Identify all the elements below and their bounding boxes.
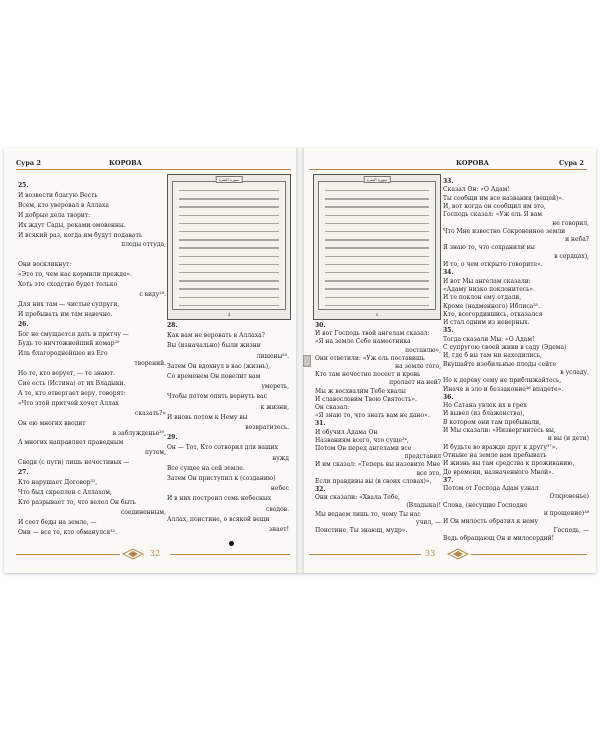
verse-number: 30. <box>315 322 326 329</box>
verse-line: И вывел (из блаженства), <box>443 410 525 418</box>
arabic-text-line <box>179 231 279 232</box>
verse-line: Потом Он перед ангелами все <box>315 445 412 452</box>
verse-line: Сводя (с пути) лишь нечестивых — <box>18 459 130 467</box>
verse-number: 36. <box>443 393 454 401</box>
verse-line: Они ответили: «Уж ель поставишь <box>315 354 425 362</box>
verse-line: знает! <box>268 526 289 533</box>
verse-line: И им сказал: «Теперь вы назовите Мне <box>315 461 441 469</box>
arabic-text-line <box>325 190 429 191</box>
verse-line: Бог не смущается дать в притчу — <box>18 330 129 338</box>
verse-number: 34. <box>443 269 454 277</box>
arabic-text-line <box>179 280 279 281</box>
left-header-rule <box>16 169 291 170</box>
arabic-text-line <box>325 206 429 207</box>
verse-line: в сердцах), <box>554 252 589 260</box>
arabic-text-line <box>325 280 429 281</box>
verse-line: А те, кто отвергает веру, говорят: <box>18 389 126 397</box>
verse-line: небес <box>270 485 289 493</box>
verse-line: Чтобы потом опять вернуть вас <box>167 393 267 401</box>
arabic-text-line <box>325 288 429 289</box>
footer-rule <box>471 554 587 555</box>
arabic-page-number: 5 <box>375 312 379 317</box>
verse-line: И Он милость обратил к нему <box>443 518 538 526</box>
left-text-column-2 <box>167 322 289 536</box>
verse-line: лишены³³. <box>256 352 289 360</box>
right-header-rule <box>309 169 587 170</box>
verse-line: «Это то, чем нас кормили прежде». <box>18 271 133 279</box>
right-page <box>301 148 596 573</box>
verse-line: Потом от Господа Адам узнал <box>443 485 539 493</box>
verse-line: пролает на ней? <box>389 379 441 387</box>
verse-line: Ты сообщи им все названия (вещей)». <box>443 194 564 202</box>
arabic-text-line <box>179 288 279 289</box>
ornament-icon <box>447 548 469 560</box>
verse-line: Господь, — <box>553 526 589 534</box>
arabic-page-number: 4 <box>227 312 231 317</box>
verse-number: 35. <box>443 327 454 335</box>
verse-line: соединенным, <box>120 508 166 516</box>
verse-line: на земле того, <box>395 363 441 370</box>
arabic-text-line <box>179 297 279 298</box>
footer-rule <box>309 554 421 555</box>
arabic-text-line <box>325 297 429 298</box>
verse-line: И сеет беды на земле, — <box>18 518 97 526</box>
verse-line: Но к дереву сему не приближайтесь, <box>443 377 562 385</box>
verse-line: И вот Мы ангелам сказали: <box>443 277 531 285</box>
right-footer <box>301 548 596 562</box>
verse-line: И будьте во вражде друг к другу³⁷». <box>443 443 558 451</box>
arabic-text-line <box>179 247 279 248</box>
verse-line: Кто там нечестие посеет и кровь <box>315 371 421 379</box>
verse-number: 32. <box>315 486 326 493</box>
footer-rule <box>16 554 120 555</box>
verse-line: с виду²⁸. <box>139 290 166 298</box>
verse-line: И пребывать им там навечно. <box>18 310 113 318</box>
verse-line: все это, <box>416 469 441 477</box>
arabic-text-line <box>325 198 429 199</box>
arabic-text-line <box>179 305 279 306</box>
arabic-text-line <box>325 272 429 273</box>
arabic-text-line <box>325 264 429 265</box>
right-page-title: КОРОВА <box>456 159 489 167</box>
verse-number: 26. <box>18 320 29 328</box>
verse-line: И вновь потом к Нему вы <box>167 413 248 421</box>
verse-line: (Владыка)! <box>406 502 441 510</box>
verse-line: Всем, кто уверовал в Аллаха <box>18 201 109 209</box>
verse-line: До времени, назначенного Мной». <box>443 468 554 476</box>
ornament-icon <box>122 548 144 560</box>
verse-line: И, вот когда он сообщил им это, <box>443 202 546 210</box>
bookmark-tab <box>303 355 311 367</box>
arabic-text-line <box>179 256 279 257</box>
verse-line: Господь сказал: «Уж ель Я вам <box>443 211 543 219</box>
footer-rule <box>170 554 290 555</box>
verse-line: нужд <box>272 454 289 462</box>
verse-line: Они сказали: «Хвала Тебе, <box>315 494 400 502</box>
bullet-dot <box>229 541 234 546</box>
verse-line: Он — Тот, Кто сотворил для ваших <box>167 444 278 452</box>
verse-number: 28. <box>167 322 178 329</box>
verse-line: Иначе и зло и беззаконие³⁶ впадете». <box>443 385 564 393</box>
verse-line: поставлю», <box>405 346 441 354</box>
verse-line: Поистине, Ты знающ, мудр». <box>315 527 408 534</box>
verse-line: Названиям всего, что суще³⁴, <box>315 436 409 444</box>
verse-line: возвратитесь. <box>245 424 289 431</box>
verse-line: Будь то ничтожнейший комар²⁹ <box>18 340 120 348</box>
verse-line: Их ждут Сады, реками омовенны. <box>18 221 126 229</box>
verse-line: И возвести благую Весть <box>18 191 98 199</box>
verse-line: В котором они там пребывали, <box>443 418 542 426</box>
arabic-text-line <box>325 223 429 224</box>
left-sura-label: Сура 2 <box>16 159 41 167</box>
verse-line: в заблужденье³⁰, <box>112 429 166 437</box>
verse-line: Все сущее на сей земле. <box>167 464 245 472</box>
verse-line: Но те, кто верует, — те знают. <box>18 370 115 378</box>
arabic-text-line <box>179 223 279 224</box>
verse-line: сказать?» <box>134 409 166 417</box>
right-text-column-1 <box>315 322 441 535</box>
arabic-text-line <box>179 264 279 265</box>
verse-line: Откровенье) <box>549 493 589 501</box>
verse-line: Он ею многих вводит <box>18 419 86 427</box>
verse-line: Отныне на земле вам пребывать <box>443 451 547 459</box>
verse-line: Мы ведаем лишь то, чему Ты нас <box>315 510 421 518</box>
verse-line: И жизнь вы там средства к проживанию, <box>443 460 575 468</box>
verse-line: «Что этой притчей хочет Аллах <box>18 399 119 407</box>
arabic-text-line <box>179 272 279 273</box>
verse-line: к жизни, <box>260 403 289 411</box>
arabic-text-line <box>179 198 279 199</box>
verse-line: И те поклон ему отдали, <box>443 294 522 302</box>
arabic-text-panel <box>318 181 436 310</box>
verse-line: Кто нарушает Договор³¹, <box>18 479 98 486</box>
verse-line: Со временем Он повелит вам <box>167 373 261 380</box>
verse-line: Тогда сказали Мы: «О Адам! <box>443 335 535 343</box>
verse-line: Он сказал: <box>315 404 350 411</box>
arabic-text-line <box>325 256 429 257</box>
verse-line: И всякий раз, когда им будут подавать <box>18 231 143 239</box>
arabic-text-line <box>179 215 279 216</box>
verse-line: не говорил, <box>552 219 589 227</box>
verse-line: Я знаю то, что сохранили вы <box>443 244 535 252</box>
arabic-surah-label: سورة البقرة <box>364 176 391 183</box>
left-footer <box>4 548 299 562</box>
verse-line: Слова, (несущие Господне <box>443 501 528 509</box>
arabic-text-panel <box>172 181 286 310</box>
verse-line: Кроме (надменного) Иблиса³⁵. <box>443 302 540 310</box>
verse-number: 25. <box>18 182 29 189</box>
arabic-text-line <box>325 247 429 248</box>
verse-line: Аллах, поистине, о всякой вещи <box>167 515 270 523</box>
right-page-number: 33 <box>425 549 436 558</box>
verse-line: «Адаму низко поклонитесь». <box>443 285 535 293</box>
open-book-spread <box>4 148 596 573</box>
arabic-text-line <box>325 231 429 232</box>
verse-line: плоды оттуда, <box>121 241 166 249</box>
verse-line: Если правдивы вы (в своих словах)». <box>315 477 432 485</box>
verse-line: И обучил Адама Он <box>315 428 378 436</box>
left-text-column-1 <box>18 182 166 538</box>
arabic-text-line <box>179 239 279 240</box>
verse-number: 27. <box>18 469 29 477</box>
verse-line: Иль благороднейшее из Его <box>18 350 108 358</box>
verse-line: И вот Господь твой ангелам сказал: <box>315 330 430 338</box>
left-page-title: КОРОВА <box>109 159 142 167</box>
verse-line: Что Мне известно Сокровенное земли <box>443 227 566 235</box>
verse-line: и прощение)³⁸ <box>543 510 589 517</box>
verse-line: Для них там — чистые супруги, <box>18 300 120 308</box>
verse-line: И в них построил семь небесных <box>167 495 272 503</box>
verse-line: Сие есть (Истина) от их Владыки. <box>18 380 126 387</box>
verse-line: И стал одним из неверных. <box>443 319 530 327</box>
right-arabic-frame <box>313 174 441 320</box>
verse-number: 33. <box>443 178 454 185</box>
verse-line: Что был скреплен с Аллахом, <box>18 488 112 496</box>
verse-line: Затем Он вдохнул в вас (жизнь), <box>167 362 271 370</box>
verse-line: Кто, всегордившись, отказался <box>443 310 543 318</box>
verse-line: И, где б вы там ни находились, <box>443 352 542 360</box>
verse-line: И то, о чем открыто говорите». <box>443 261 543 268</box>
verse-line: Вкушайте изобильные плоды сейте <box>443 360 557 368</box>
verse-line: Кто разрывает то, что велел Он быть <box>18 498 136 506</box>
left-page-number: 32 <box>150 549 161 558</box>
verse-line: и неба? <box>565 236 589 244</box>
verse-line: Вы (изначально) были жизни <box>167 342 261 350</box>
verse-line: Они воскликнут: <box>18 261 72 269</box>
verse-line: Они — все те, кто обманулся³². <box>18 528 117 536</box>
verse-line: и вы (и дети) <box>547 435 589 443</box>
verse-line: Затем Он приступил к (созданию) <box>167 475 276 482</box>
arabic-text-line <box>179 206 279 207</box>
verse-line: Мы ж восхвалим Тебе хвалы <box>315 387 406 395</box>
verse-line: Хоть это сходство будет только <box>18 281 118 288</box>
verse-line: представил <box>404 453 441 461</box>
verse-line: А многих направляет праведным <box>18 439 124 447</box>
left-page <box>4 148 299 573</box>
arabic-text-line <box>325 239 429 240</box>
verse-line: учил, — <box>415 518 441 526</box>
verse-line: Ведь обращающ Он и милосердий! <box>443 534 555 542</box>
verse-line: С супругою своей живи в саду (Эдема) <box>443 344 567 351</box>
verse-number: 37. <box>443 476 454 484</box>
right-sura-label: Сура 2 <box>559 159 584 167</box>
verse-line: «Я на земле Себе наместника <box>315 338 411 346</box>
verse-line: И славословим Твою Святость». <box>315 395 417 403</box>
arabic-text-line <box>325 305 429 306</box>
verse-line: в усладу, <box>560 368 589 376</box>
verse-line: путем, <box>145 449 166 457</box>
left-arabic-frame <box>167 174 291 320</box>
verse-line: творений. <box>134 360 166 368</box>
verse-line: И добрые дела творит: <box>18 211 91 219</box>
verse-number: 29. <box>167 434 178 442</box>
verse-line: Как вам не веровать в Аллаха? <box>167 332 265 340</box>
verse-line: умереть, <box>261 383 289 391</box>
verse-line: Сказал Он: «О Адам! <box>443 186 510 194</box>
arabic-text-line <box>325 215 429 216</box>
right-text-column-2 <box>443 178 589 543</box>
arabic-surah-label: سورة البقرة <box>216 176 243 183</box>
verse-line: Но Сатана увлек их в грех <box>443 402 527 410</box>
verse-line: И Мы сказали: «Низвергнитесь вы, <box>443 427 556 434</box>
verse-line: сводов. <box>266 505 289 513</box>
verse-line: «Я знаю то, что знать вам не дано». <box>315 412 430 420</box>
arabic-text-line <box>179 190 279 191</box>
verse-number: 31. <box>315 420 326 428</box>
